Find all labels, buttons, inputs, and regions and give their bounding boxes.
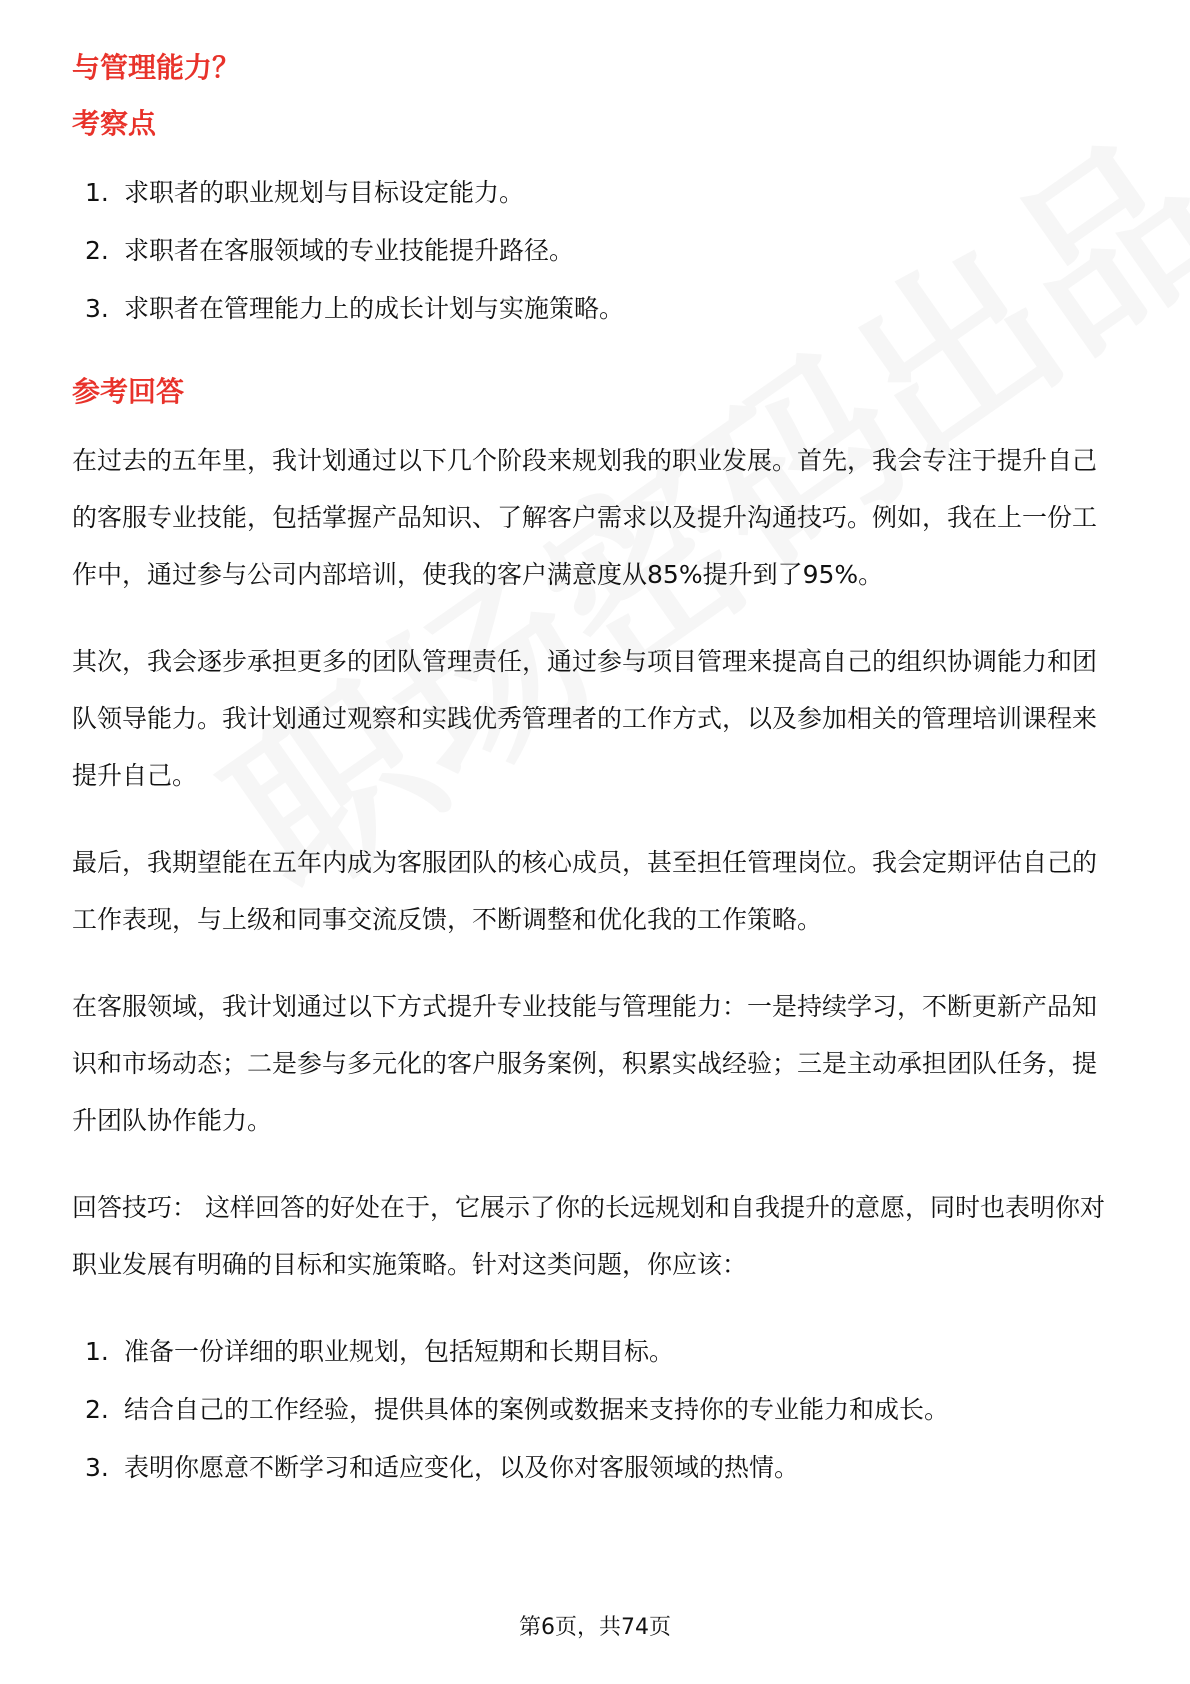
list-item-number: 1. bbox=[85, 1337, 109, 1366]
list-item bbox=[72, 164, 1118, 222]
page-content bbox=[72, 46, 1118, 1529]
list-item-number: 2. bbox=[85, 1395, 109, 1424]
list-item-number: 3. bbox=[85, 294, 109, 323]
list-item-text: 结合自己的工作经验，提供具体的案例或数据来支持你的专业能力和成长。 bbox=[124, 1395, 950, 1424]
list-item-text: 求职者在客服领域的专业技能提升路径。 bbox=[124, 236, 575, 265]
list-item-number: 1. bbox=[85, 178, 109, 207]
answer-paragraph: 在过去的五年里，我计划通过以下几个阶段来规划我的职业发展。首先，我会专注于提升自己的客服专业技能，包括掌握产品知识、了解客户需求以及提升沟通技巧。例如，我在上一份工作中，通过参与公司内部培训，使我的客户满意度从85%提升到了95%。 bbox=[72, 446, 1098, 589]
list-item-number: 2. bbox=[85, 236, 109, 265]
list-item-text: 表明你愿意不断学习和适应变化，以及你对客服领域的热情。 bbox=[124, 1453, 800, 1482]
page-number-footer: 第6页，共74页 bbox=[519, 1615, 671, 1640]
list-item bbox=[72, 1323, 1118, 1381]
answer-paragraph: 在客服领域，我计划通过以下方式提升专业技能与管理能力：一是持续学习，不断更新产品知识和市场动态；二是参与多元化的客户服务案例，积累实战经验；三是主动承担团队任务，提升团队协作能力。 bbox=[72, 992, 1098, 1135]
answer-tips-paragraph: 回答技巧： 这样回答的好处在于，它展示了你的长远规划和自我提升的意愿，同时也表明你对职业发展有明确的目标和实施策略。针对这类问题，你应该： bbox=[72, 1193, 1105, 1279]
list-item-text: 求职者的职业规划与目标设定能力。 bbox=[124, 178, 525, 207]
key-points-title: 考察点 bbox=[72, 107, 157, 140]
answer-paragraph: 其次，我会逐步承担更多的团队管理责任，通过参与项目管理来提高自己的组织协调能力和团队领导能力。我计划通过观察和实践优秀管理者的工作方式，以及参加相关的管理培训课程来提升自己。 bbox=[72, 647, 1098, 790]
list-item-text: 求职者在管理能力上的成长计划与实施策略。 bbox=[124, 294, 625, 323]
list-item bbox=[72, 222, 1118, 280]
answer-tips-list bbox=[72, 1323, 1118, 1497]
list-item bbox=[72, 1381, 1118, 1439]
list-item-text: 准备一份详细的职业规划，包括短期和长期目标。 bbox=[124, 1337, 675, 1366]
list-item-number: 3. bbox=[85, 1453, 109, 1482]
answer-paragraph: 最后，我期望能在五年内成为客服团队的核心成员，甚至担任管理岗位。我会定期评估自己的工作表现，与上级和同事交流反馈，不断调整和优化我的工作策略。 bbox=[72, 848, 1098, 934]
key-points-list bbox=[72, 164, 1118, 338]
continued-question-heading: 与管理能力？ bbox=[72, 51, 241, 84]
reference-answer-title: 参考回答 bbox=[72, 375, 185, 408]
list-item bbox=[72, 1439, 1118, 1497]
list-item bbox=[72, 280, 1118, 338]
